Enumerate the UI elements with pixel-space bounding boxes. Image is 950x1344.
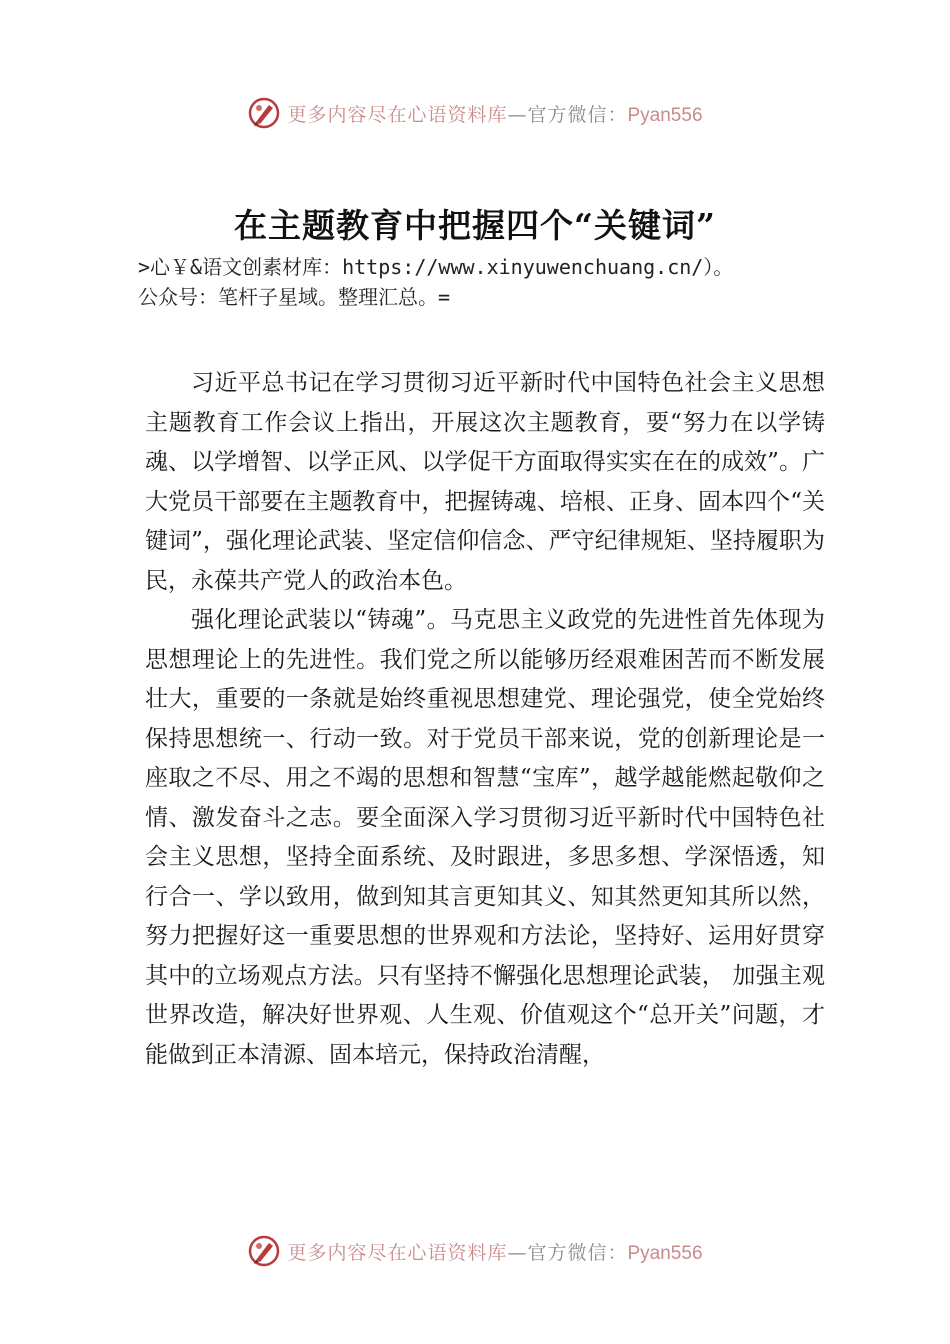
document-body — [145, 364, 825, 1075]
watermark-text — [287, 1238, 702, 1265]
pen-logo-icon — [247, 96, 281, 130]
body-paragraph: 强化理论武装以“铸魂”。马克思主义政党的先进性首先体现为思想理论上的先进性。我们党之所以能够历经艰难困苦而不断发展壮大，重要的一条就是始终重视思想建党、理论强党，使全党始终保持思想统一、行动一致。对于党员干部来说，党的创新理论是一座取之不尽、用之不竭的思想和智慧“宝库”，越学越能燃起敬仰之情、激发奋斗之志。要全面深入学习贯彻习近平新时代中国特色社会主义思想，坚持全面系统、及时跟进，多思多想、学深悟透，知行合一、学以致用，做到知其言更知其义、知其然更知其所以然，努力把握好这一重要思想的世界观和方法论，坚持好、运用好贯穿其中的立场观点方法。只有坚持不懈强化思想理论武装， 加强主观世界改造，解决好世界观、人生观、价值观这个“总开关”问题，才能做到正本清源、固本培元，保持政治清醒， — [145, 607, 825, 1068]
watermark-account: Pyan556 — [627, 104, 703, 126]
document-title: 在主题教育中把握四个“关键词” — [234, 206, 716, 245]
watermark-brand: 更多内容尽在心语资料库 — [287, 103, 508, 126]
source-note-line-2: 公众号：笔杆子星域。整理汇总。= — [138, 285, 451, 309]
watermark-separator: —官方微信： — [507, 1241, 628, 1264]
pen-logo-icon — [247, 1234, 281, 1268]
watermark-text — [287, 100, 702, 127]
source-note — [138, 252, 838, 312]
body-paragraph: 习近平总书记在学习贯彻习近平新时代中国特色社会主义思想主题教育工作会议上指出，开展这次主题教育，要“努力在以学铸魂、以学增智、以学正风、以学促干方面取得实实在在的成效”。广大党员干部要在主题教育中，把握铸魂、培根、正身、固本四个“关键词”，强化理论武装、坚定信仰信念、严守纪律规矩、坚持履职为民，永葆共产党人的政治本色。 — [145, 370, 825, 594]
source-note-line-1: >心￥&语文创素材库：https://www.xinyuwenchuang.cn/）。 — [138, 255, 734, 279]
header-watermark — [0, 96, 950, 130]
footer-watermark — [0, 1234, 950, 1268]
watermark-brand: 更多内容尽在心语资料库 — [287, 1241, 508, 1264]
watermark-account: Pyan556 — [627, 1242, 703, 1264]
watermark-separator: —官方微信： — [507, 103, 628, 126]
